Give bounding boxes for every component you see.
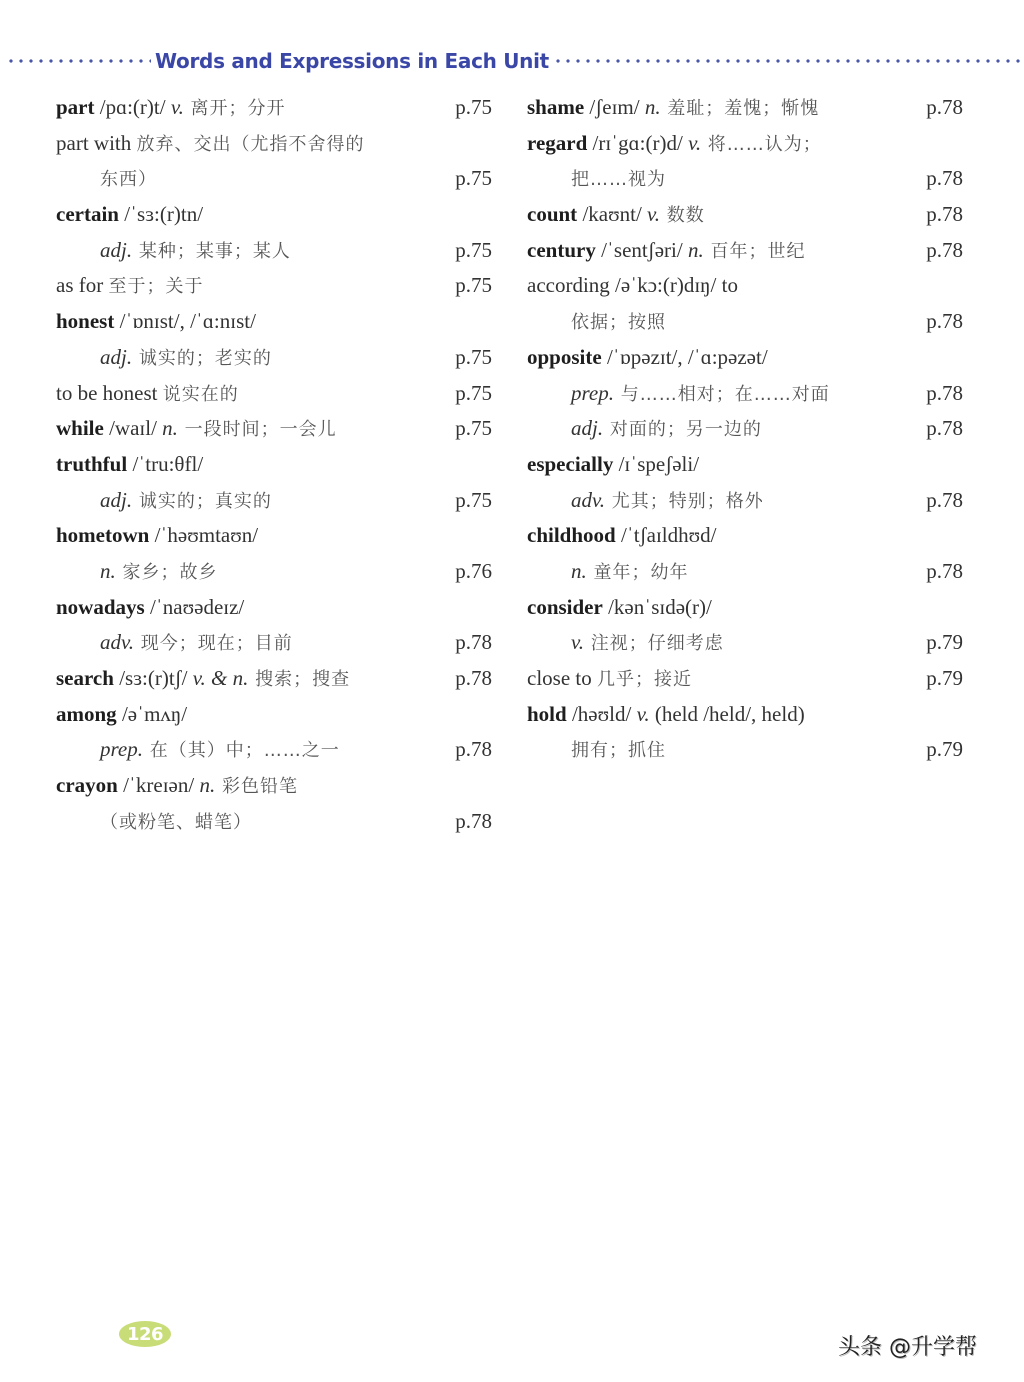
part-of-speech: adj.	[100, 344, 133, 369]
phonetic: /ˈtru:θfl/	[127, 451, 204, 476]
headword: childhood	[527, 523, 616, 548]
glossary-line	[56, 732, 492, 768]
chinese-definition: 诚实的；真实的	[132, 490, 272, 512]
chinese-definition: 依据；按照	[571, 312, 666, 334]
glossary-line	[527, 340, 963, 376]
page-reference: p.78	[926, 416, 963, 441]
headword: truthful	[56, 451, 128, 476]
headword: among	[56, 701, 117, 726]
glossary-line	[56, 483, 492, 519]
glossary-line	[56, 768, 492, 804]
section-header	[0, 46, 1024, 76]
chinese-definition: 注视；仔细考虑	[584, 633, 724, 655]
section-title: Words and Expressions in Each Unit	[155, 49, 549, 73]
glossary-line	[527, 625, 963, 661]
headword: regard	[527, 130, 588, 155]
glossary-line	[56, 697, 492, 733]
chinese-definition: 将……认为；	[701, 133, 822, 155]
page-reference: p.75	[455, 487, 492, 512]
glossary-line	[527, 590, 963, 626]
headword: hometown	[56, 523, 150, 548]
page-reference: p.78	[455, 808, 492, 833]
glossary-line	[527, 161, 963, 197]
page-number-badge: 126	[119, 1321, 171, 1347]
page-reference: p.75	[455, 95, 492, 119]
english-text: as for	[56, 273, 109, 298]
glossary-line	[527, 411, 963, 447]
chinese-definition: 数数	[660, 205, 705, 227]
chinese-definition: 家乡；故乡	[115, 561, 218, 583]
glossary-line	[527, 304, 963, 340]
chinese-definition: 对面的；另一边的	[603, 419, 762, 441]
page-reference: p.78	[455, 737, 492, 762]
part-of-speech: adj.	[571, 416, 604, 441]
chinese-definition: 彩色铅笔	[215, 776, 298, 798]
chinese-definition: 百年；世纪	[703, 240, 806, 262]
phonetic: /ˈɒnɪst/, /ˈɑ:nɪst/	[114, 309, 256, 334]
watermark: 头条 @升学帮	[838, 1335, 977, 1360]
chinese-definition: 与……相对；在……对面	[613, 383, 830, 405]
glossary-line	[527, 732, 963, 768]
part-of-speech: n.	[644, 95, 661, 119]
english-text: (held /held/, held)	[649, 701, 805, 726]
english-text: close to	[527, 666, 597, 690]
headword: shame	[527, 95, 585, 119]
part-of-speech: n.	[162, 416, 178, 441]
phonetic: /ˈɒpəzɪt/, /ˈɑ:pəzət/	[601, 344, 768, 369]
headword: especially	[527, 451, 614, 476]
chinese-definition: 东西）	[100, 169, 157, 191]
part-of-speech: prep.	[100, 737, 143, 762]
part-of-speech: adv.	[100, 630, 135, 655]
headword: consider	[527, 594, 603, 619]
page-reference: p.79	[926, 737, 963, 762]
phonetic: /ˈsentʃəri/	[595, 237, 688, 262]
glossary-line	[56, 197, 492, 233]
glossary-line	[56, 340, 492, 376]
headword: nowadays	[56, 594, 145, 619]
page-reference: p.78	[926, 202, 963, 227]
phonetic: /ˈsɜ:(r)tn/	[118, 202, 204, 227]
chinese-definition: 诚实的；老实的	[132, 347, 272, 369]
glossary-line	[527, 483, 963, 519]
chinese-definition: 几乎；接近	[596, 669, 692, 690]
headword: search	[56, 666, 114, 690]
glossary-line	[56, 518, 492, 554]
part-of-speech: n.	[687, 237, 704, 262]
page-reference: p.78	[926, 309, 963, 334]
headword: crayon	[56, 773, 118, 798]
glossary-line	[56, 161, 492, 197]
dotted-rule-right	[553, 59, 1024, 63]
dotted-rule-left	[6, 59, 151, 63]
chinese-definition: 放弃、交出（尤指不舍得的	[136, 133, 365, 155]
chinese-definition: 把……视为	[571, 169, 666, 191]
chinese-definition: 羞耻；羞愧；惭愧	[660, 98, 820, 119]
chinese-definition: 拥有；抓住	[571, 740, 666, 762]
glossary-line	[56, 268, 492, 304]
page-reference: p.78	[455, 666, 492, 690]
chinese-definition: 在（其）中；……之一	[142, 740, 340, 762]
glossary-line	[56, 376, 492, 412]
page-reference: p.78	[926, 487, 963, 512]
headword: honest	[56, 309, 115, 334]
headword: century	[527, 237, 596, 262]
glossary-line	[527, 697, 963, 733]
headword: hold	[527, 701, 567, 726]
phonetic: /ɪˈspeʃəli/	[613, 451, 700, 476]
page-reference: p.76	[455, 558, 492, 583]
page-reference: p.75	[455, 380, 492, 405]
phonetic: /sɜ:(r)tʃ/	[113, 666, 193, 690]
page-reference: p.79	[926, 630, 963, 655]
chinese-definition: 童年；幼年	[586, 561, 689, 583]
glossary-line	[527, 126, 963, 162]
page-reference: p.75	[455, 416, 492, 441]
page-reference: p.75	[455, 166, 492, 191]
chinese-definition: （或粉笔、蜡笔）	[100, 811, 252, 833]
page-reference: p.75	[455, 273, 492, 298]
glossary-line	[527, 268, 963, 304]
glossary-line	[527, 376, 963, 412]
glossary-line	[527, 518, 963, 554]
part-of-speech: n.	[571, 558, 587, 583]
glossary-line	[56, 304, 492, 340]
part-of-speech: n.	[100, 558, 116, 583]
page-reference: p.75	[455, 344, 492, 369]
chinese-definition: 离开；分开	[183, 98, 286, 119]
part-of-speech: adj.	[100, 487, 133, 512]
headword: part	[56, 95, 95, 119]
headword: count	[527, 202, 578, 227]
page-reference: p.78	[455, 630, 492, 655]
glossary-line	[56, 590, 492, 626]
glossary-line	[56, 447, 492, 483]
page-reference: p.78	[926, 166, 963, 191]
headword: opposite	[527, 344, 602, 369]
chinese-definition: 说实在的	[162, 383, 239, 405]
page-reference: p.78	[926, 558, 963, 583]
glossary-line	[527, 197, 963, 233]
part-of-speech: v.	[636, 701, 650, 726]
glossary-column-left	[56, 90, 492, 839]
part-of-speech: adv.	[571, 487, 606, 512]
english-text: according /əˈkɔ:(r)dɪŋ/ to	[527, 273, 738, 298]
chinese-definition: 某种；某事；某人	[132, 240, 291, 262]
glossary-line	[56, 126, 492, 162]
glossary-line	[56, 233, 492, 269]
chinese-definition: 尤其；特别；格外	[605, 490, 764, 512]
part-of-speech: v.	[571, 630, 585, 655]
phonetic: /waɪl/	[103, 416, 163, 441]
headword: while	[56, 416, 104, 441]
phonetic: /ʃeɪm/	[584, 95, 645, 119]
glossary-line	[56, 90, 492, 126]
page-reference: p.79	[926, 666, 963, 690]
chinese-definition: 搜索；搜查	[248, 669, 351, 690]
phonetic: /ˈkreɪən/	[117, 773, 200, 798]
page-reference: p.75	[455, 237, 492, 262]
part-of-speech: v. & n.	[192, 666, 249, 690]
phonetic: /rɪˈgɑ:(r)d/	[587, 130, 689, 155]
chinese-definition: 现今；现在；目前	[134, 633, 293, 655]
part-of-speech: adj.	[100, 237, 133, 262]
phonetic: /kaʊnt/	[577, 202, 648, 227]
part-of-speech: n.	[199, 773, 216, 798]
phonetic: /ˈhəʊmtaʊn/	[149, 523, 259, 548]
part-of-speech: v.	[170, 95, 184, 119]
part-of-speech: v.	[688, 130, 702, 155]
glossary-column-right	[527, 90, 963, 768]
part-of-speech: v.	[647, 202, 661, 227]
headword: certain	[56, 202, 119, 227]
english-text: to be honest	[56, 380, 163, 405]
phonetic: /həʊld/	[566, 701, 637, 726]
page-reference: p.78	[926, 380, 963, 405]
page-reference: p.78	[926, 95, 963, 119]
phonetic: /əˈmʌŋ/	[116, 701, 188, 726]
glossary-line	[527, 90, 963, 126]
chinese-definition: 至于；关于	[108, 276, 204, 298]
page-reference: p.78	[926, 237, 963, 262]
phonetic: /pɑ:(r)t/	[94, 95, 171, 119]
english-text: part with	[56, 130, 137, 155]
phonetic: /ˈtʃaɪldhʊd/	[615, 523, 717, 548]
glossary-line	[527, 447, 963, 483]
glossary-line	[56, 625, 492, 661]
glossary-line	[527, 661, 963, 697]
glossary-line	[56, 804, 492, 840]
glossary-line	[56, 661, 492, 697]
phonetic: /kənˈsɪdə(r)/	[602, 594, 712, 619]
phonetic: /ˈnaʊədeɪz/	[144, 594, 245, 619]
chinese-definition: 一段时间；一会儿	[177, 419, 337, 441]
glossary-line	[56, 554, 492, 590]
glossary-line	[527, 233, 963, 269]
glossary-line	[527, 554, 963, 590]
glossary-line	[56, 411, 492, 447]
part-of-speech: prep.	[571, 380, 614, 405]
